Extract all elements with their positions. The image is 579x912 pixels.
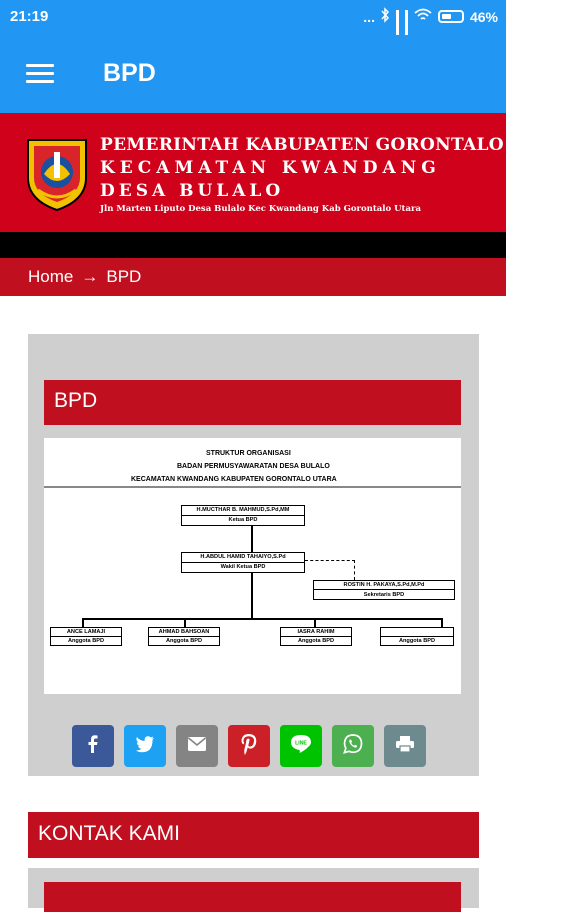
email-icon [187,736,207,757]
org-chart [44,438,461,694]
contact-section-heading: KONTAK KAMI [28,812,479,858]
battery-icon [438,10,464,23]
status-time: 21:19 [10,8,49,25]
menu-icon[interactable] [26,64,54,84]
breadcrumb [0,258,506,296]
org-vice-role: Wakil Ketua BPD [220,564,266,571]
print-icon [395,735,415,758]
banner-line-3: DESA BULALO [100,181,285,201]
breadcrumb-current: BPD [106,267,142,286]
status-bar [0,0,506,35]
org-member-box: AHMAD BAHSOAN Anggota BPD [148,627,220,646]
regency-logo-icon [24,134,90,212]
org-chair-box [181,505,305,526]
content-card [28,334,479,776]
org-title-2: BADAN PERMUSYAWARATAN DESA BULALO [177,463,330,470]
org-secretary-box [313,580,455,600]
email-share-button[interactable] [176,725,218,767]
bluetooth-icon [381,8,390,25]
line-icon [290,734,312,759]
line-share-button[interactable] [280,725,322,767]
banner-line-1: PEMERINTAH KABUPATEN GORONTALO UTARA [100,135,579,155]
next-card [28,868,479,908]
signal-2-icon [405,10,408,23]
wifi-icon [414,8,432,25]
whatsapp-icon [342,733,364,760]
header-banner [0,113,579,258]
org-chart-image[interactable] [44,438,461,694]
org-secretary-role: Sekretaris BPD [363,591,405,598]
pinterest-icon [240,733,258,760]
next-card-heading [44,882,461,912]
twitter-share-button[interactable] [124,725,166,767]
notification-dots-icon: ... [363,8,375,25]
banner-black-stripe [0,232,506,258]
twitter-icon [135,735,155,758]
card-heading: BPD [44,380,461,425]
facebook-icon [83,734,103,759]
org-vice-box [181,552,305,573]
app-bar [0,35,506,113]
breadcrumb-home-link[interactable]: Home [28,267,74,286]
whatsapp-share-button[interactable] [332,725,374,767]
status-icons [363,8,498,25]
org-chair-role: Ketua BPD [228,517,258,524]
banner-address: Jln Marten Liputo Desa Bulalo Kec Kwandang Kab Gorontalo Utara [100,204,421,214]
org-chair-name: H.MUCTHAR B. MAHMUD,S.Pd,MM [182,506,304,516]
share-buttons [72,725,426,767]
banner-line-2: KECAMATAN KWANDANG [100,158,441,178]
battery-percent: 46% [469,8,498,25]
org-vice-name: H.ABDUL HAMID TAHAIYO,S.Pd [182,553,304,563]
org-title-3: KECAMATAN KWANDANG KABUPATEN GORONTALO UTARA [131,476,337,483]
org-secretary-name: ROSTIN H. PAKAYA,S.Pd,M.Pd [314,581,454,590]
signal-1-icon [396,10,399,23]
pinterest-share-button[interactable] [228,725,270,767]
org-member-box: Anggota BPD [380,627,454,646]
print-share-button[interactable] [384,725,426,767]
facebook-share-button[interactable] [72,725,114,767]
org-title-1: STRUKTUR ORGANISASI [206,450,291,457]
org-member-box: IASRA RAHIM Anggota BPD [280,627,352,646]
svg-text:LINE: LINE [295,740,307,746]
breadcrumb-arrow: → [81,267,99,286]
org-member-box: ANCE LAMAJI Anggota BPD [50,627,122,646]
page-title: BPD [103,59,156,87]
